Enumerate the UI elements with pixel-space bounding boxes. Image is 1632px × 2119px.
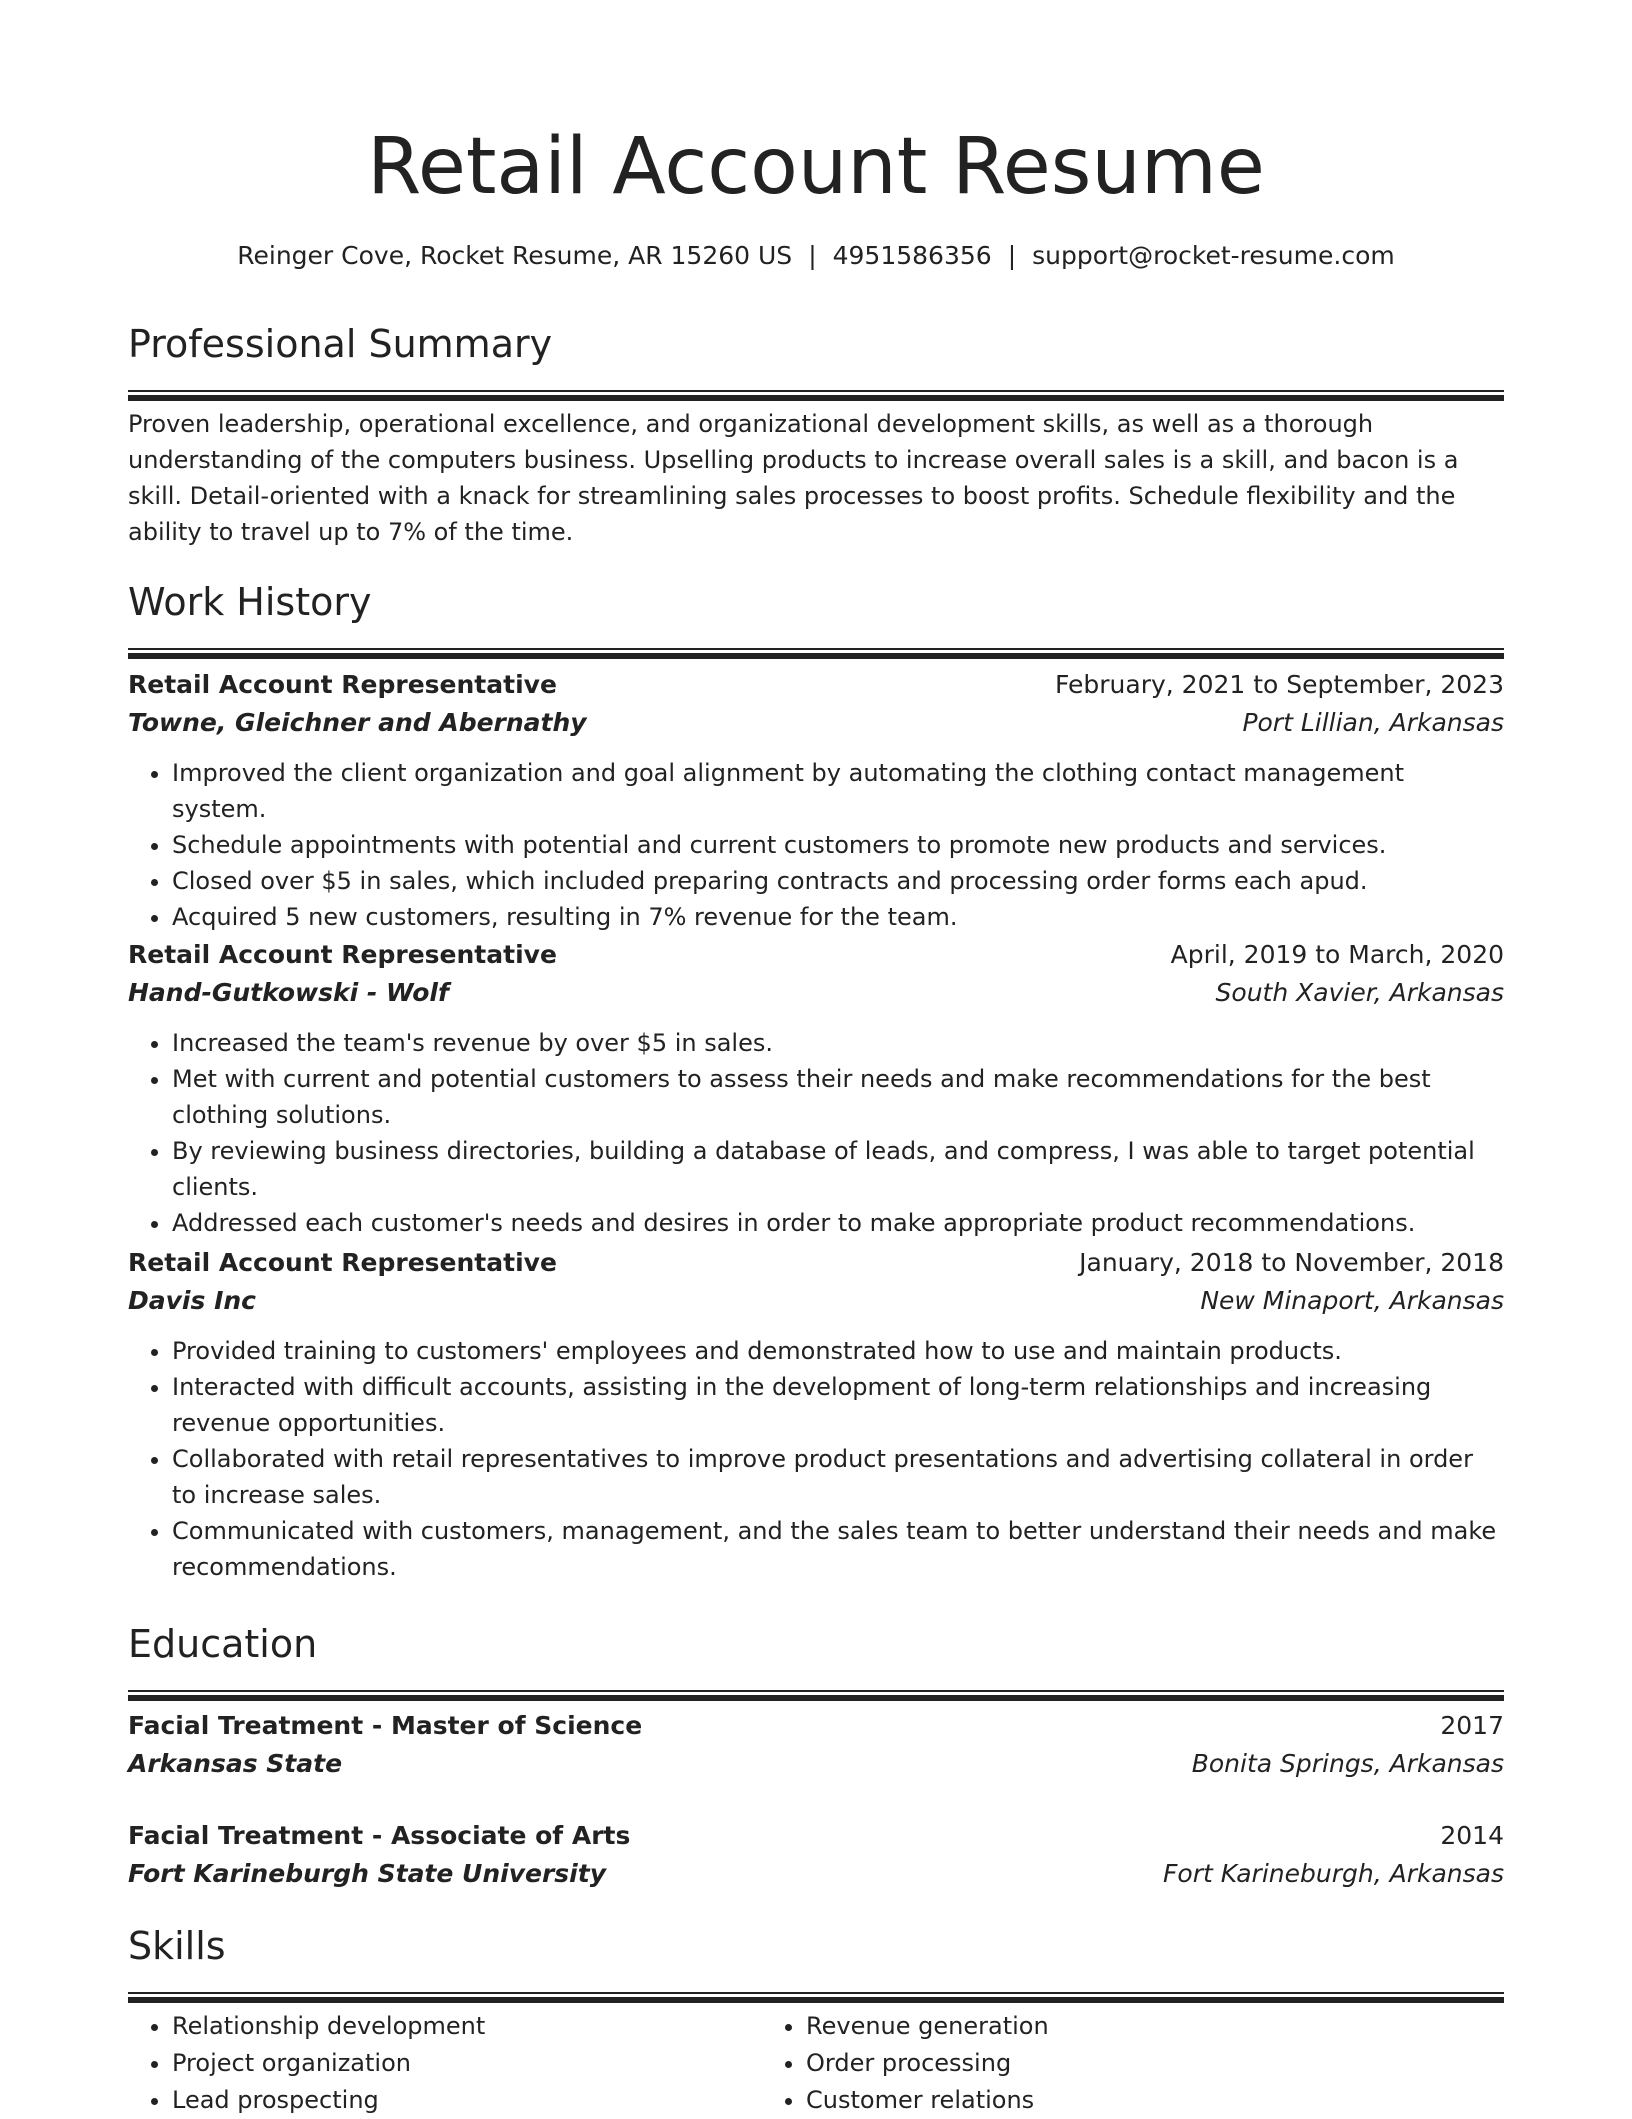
- skill-item: • Revenue generation: [806, 2008, 1460, 2045]
- contact-address: Reinger Cove, Rocket Resume, AR 15260 US: [237, 241, 793, 270]
- section-divider: [128, 390, 1504, 400]
- education-location: Fort Karineburgh, Arkansas: [1163, 1859, 1504, 1888]
- education-heading: Education: [128, 1622, 318, 1666]
- skills-heading: Skills: [128, 1924, 226, 1968]
- skill-item: • Lead prospecting: [172, 2082, 762, 2119]
- job-bullet: • Communicated with customers, management, and the sales team to better understand their needs and make recommendations.: [172, 1513, 1504, 1585]
- section-divider: [128, 648, 1504, 658]
- job-title: Retail Account Representative: [128, 1248, 557, 1277]
- job-bullet: • Collaborated with retail representatives to improve product presentations and advertising collateral in order to increase sales.: [172, 1441, 1504, 1513]
- job-dates: January, 2018 to November, 2018: [1079, 1248, 1504, 1277]
- job-dates: April, 2019 to March, 2020: [1170, 940, 1504, 969]
- job-company: Davis Inc: [128, 1286, 256, 1315]
- job-entry: [128, 1244, 1504, 1585]
- job-bullets: [128, 1025, 1504, 1241]
- skills-section-header: [128, 1921, 1504, 2002]
- section-divider: [128, 1690, 1504, 1700]
- contact-separator: |: [1007, 241, 1017, 270]
- contact-email: support@rocket-resume.com: [1032, 241, 1395, 270]
- resume-title: Retail Account Resume: [367, 122, 1265, 212]
- summary-section-header: [128, 319, 1504, 400]
- job-location: New Minaport, Arkansas: [1200, 1286, 1504, 1315]
- job-bullet: • Acquired 5 new customers, resulting in 7% revenue for the team.: [172, 899, 1504, 935]
- education-year: 2014: [1440, 1821, 1504, 1850]
- education-degree: Facial Treatment - Associate of Arts: [128, 1821, 631, 1850]
- work-heading: Work History: [128, 580, 372, 624]
- skills-column-right: [762, 2008, 1460, 2119]
- job-bullet: • Met with current and potential customers to assess their needs and make recommendations for the best clothing solutions.: [172, 1061, 1504, 1133]
- skills-column-left: [128, 2008, 762, 2119]
- education-degree: Facial Treatment - Master of Science: [128, 1711, 643, 1740]
- job-location: South Xavier, Arkansas: [1215, 978, 1504, 1007]
- education-school: Fort Karineburgh State University: [128, 1859, 606, 1888]
- education-entry: [128, 1707, 1504, 1783]
- job-title: Retail Account Representative: [128, 940, 557, 969]
- job-bullet: • Increased the team's revenue by over $5 in sales.: [172, 1025, 1504, 1061]
- job-location: Port Lillian, Arkansas: [1242, 708, 1504, 737]
- job-entry: [128, 936, 1504, 1241]
- job-company: Towne, Gleichner and Abernathy: [128, 708, 587, 737]
- job-bullet: • Improved the client organization and goal alignment by automating the clothing contact management system.: [172, 755, 1504, 827]
- education-entry: [128, 1817, 1504, 1893]
- contact-line: [128, 236, 1504, 276]
- work-section-header: [128, 577, 1504, 658]
- skill-item: • Project organization: [172, 2045, 762, 2082]
- job-bullets: [128, 1333, 1504, 1585]
- job-company: Hand-Gutkowski - Wolf: [128, 978, 449, 1007]
- job-entry: [128, 666, 1504, 935]
- job-bullet: • Addressed each customer's needs and desires in order to make appropriate product recommendations.: [172, 1205, 1504, 1241]
- education-section-header: [128, 1619, 1504, 1700]
- skills-list: [128, 2008, 1504, 2119]
- skill-item: • Relationship development: [172, 2008, 762, 2045]
- job-dates: February, 2021 to September, 2023: [1055, 670, 1504, 699]
- job-title: Retail Account Representative: [128, 670, 557, 699]
- skill-item: • Order processing: [806, 2045, 1460, 2082]
- summary-text: Proven leadership, operational excellence, and organizational development skills, as well as a thorough understanding of the computers business. Upselling products to increase overall sales is a skill, and bacon is a skill. Detail-oriented with a knack for streamlining sales processes to boost profits. Schedule flexibility and the ability to travel up to 7% of the time.: [128, 410, 1459, 546]
- job-bullet: • Schedule appointments with potential and current customers to promote new products and services.: [172, 827, 1504, 863]
- education-school: Arkansas State: [128, 1749, 343, 1778]
- contact-separator: |: [808, 241, 817, 270]
- section-divider: [128, 1992, 1504, 2002]
- job-bullet: • Provided training to customers' employees and demonstrated how to use and maintain products.: [172, 1333, 1504, 1369]
- summary-heading: Professional Summary: [128, 322, 553, 366]
- contact-phone: 4951586356: [832, 241, 992, 270]
- job-bullet: • By reviewing business directories, building a database of leads, and compress, I was able to target potential clients.: [172, 1133, 1504, 1205]
- skill-item: • Customer relations: [806, 2082, 1460, 2119]
- education-location: Bonita Springs, Arkansas: [1191, 1749, 1504, 1778]
- job-bullets: [128, 755, 1504, 935]
- job-bullet: • Closed over $5 in sales, which included preparing contracts and processing order forms each apud.: [172, 863, 1504, 899]
- job-bullet: • Interacted with difficult accounts, assisting in the development of long-term relationships and increasing revenue opportunities.: [172, 1369, 1504, 1441]
- education-year: 2017: [1440, 1711, 1504, 1740]
